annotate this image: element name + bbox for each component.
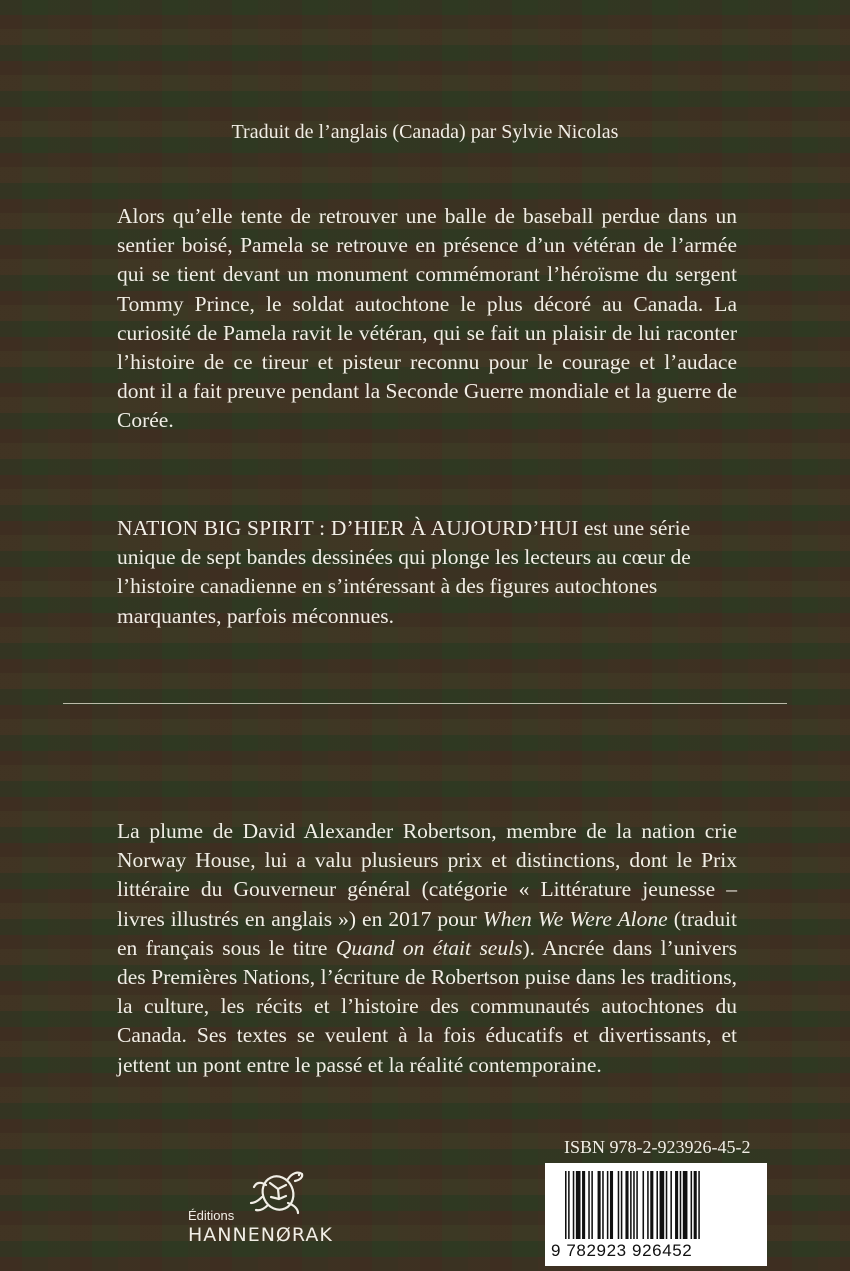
publisher-prefix: Éditions bbox=[188, 1208, 235, 1223]
isbn-label: ISBN 978-2-923926-45-2 bbox=[564, 1137, 751, 1157]
synopsis-paragraph: Alors qu’elle tente de retrouver une balle de baseball perdue dans un sentier boisé, Pamela se retrouve en présence d’un vétéran de l’armée qui se tient devant un monument commémorant l’héroïsme du sergent Tommy Prince, le soldat autochtone le plus décoré au Canada. La curiosité de Pamela ravit le vétéran, qui se fait un plaisir de lui raconter l’histoire de ce tireur et pisteur reconnu pour le courage et l’audace dont il a fait preuve pendant la Seconde Guerre mondiale et la guerre de Corée. bbox=[117, 204, 737, 433]
publisher-name: HANNENØRAK bbox=[188, 1224, 333, 1246]
publisher-logo bbox=[178, 1163, 333, 1263]
translator-credit: Traduit de l’anglais (Canada) par Sylvie Nicolas bbox=[231, 121, 619, 143]
book-title-french: Quand on était seuls bbox=[335, 935, 523, 960]
barcode bbox=[545, 1163, 767, 1266]
author-bio-part2: (traduit en français sous le titre bbox=[117, 906, 737, 960]
series-description: est une série unique de sept bandes dessinées qui plonge les lecteurs au cœur de l’histoire canadienne en s’intéressant à des figures autochtones marquantes, parfois méconnues. bbox=[117, 516, 691, 628]
series-name: NATION BIG SPIRIT : D’HIER À AUJOURD’HUI bbox=[117, 516, 579, 540]
barcode-digits: 9 782923 926452 bbox=[551, 1241, 693, 1260]
turtle-icon bbox=[248, 1163, 310, 1219]
author-bio-part3: ). Ancrée dans l’univers des Premières Nations, l’écriture de Robertson puise dans les traditions, la culture, les récits et l’histoire des communautés autochtones du Canada. Ses textes se veulent à la fois éducatifs et divertissants, et jettent un pont entre le passé et la réalité contemporaine. bbox=[117, 935, 738, 1077]
barcode-bars bbox=[565, 1171, 755, 1239]
series-paragraph bbox=[117, 514, 737, 631]
author-bio-paragraph bbox=[117, 817, 737, 1080]
section-divider bbox=[63, 703, 787, 704]
book-title-english: When We Were Alone bbox=[482, 906, 668, 931]
author-bio-part1: La plume de David Alexander Robertson, membre de la nation crie Norway House, lui a valu plusieurs prix et distinctions, dont le Prix littéraire du Gouverneur général (catégorie « Littérature jeunesse – livres illustrés en anglais ») en 2017 pour bbox=[117, 819, 737, 931]
